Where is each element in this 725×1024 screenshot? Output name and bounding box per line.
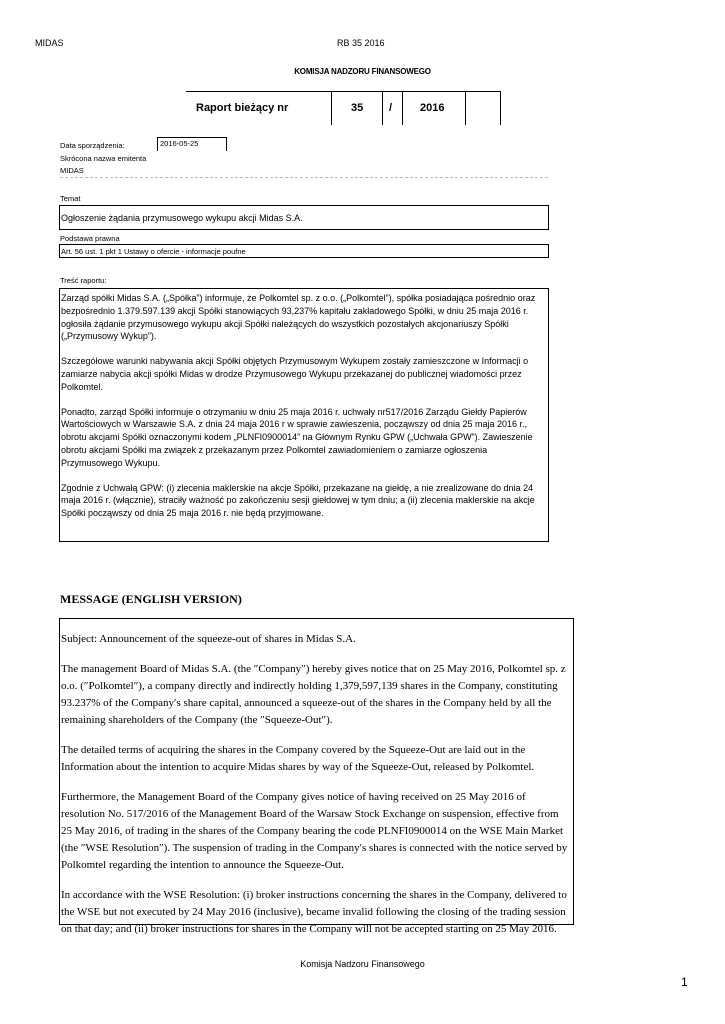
content-paragraph: Zarząd spółki Midas S.A. („Spółka”) informuje, że Polkomtel sp. z o.o. („Polkomtel”), spółka posiadająca pośrednio oraz bezpośrednio 1.379.597.139 akcji Spółki stanowiących 93,237% kapitału zakładowego Spółki, w dniu 25 maja 2016 r. ogłosiła żądanie przymusowego wykupu akcji Spółki należących do wszystkich pozostałych akcjonariuszy Spółki („Przymusowy Wykup”).	[61, 293, 536, 342]
english-paragraph: Furthermore, the Management Board of the Company gives notice of having received on 25 May 2016 of resolution No. 517/2016 of the Management Board of the Warsaw Stock Exchange on suspension, effective from 25 May 2016, of trading in the shares of the Company bearing the code PLNFI0900014 on the WSE Main Market (the ″WSE Resolution″). The suspension of trading in the Company′s shares is connected with the notice served by Polkomtel regarding the intention to announce the Squeeze-Out.	[61, 791, 568, 871]
english-paragraph: The detailed terms of acquiring the shares in the Company covered by the Squeeze-Out are laid out in the Information about the intention to acquire Midas shares by way of the Squeeze-Out, released by Polkomtel.	[61, 744, 535, 773]
report-number: 35	[351, 102, 364, 114]
report-year: 2016	[420, 102, 445, 114]
footer-authority: Komisja Nadzoru Finansowego	[300, 959, 425, 969]
report-title: Raport bieżący nr	[196, 102, 289, 114]
issuer-value: MIDAS	[60, 166, 548, 178]
topic-value: Ogłoszenie żądania przymusowego wykupu akcji Midas S.A.	[59, 205, 549, 230]
report-empty-cell	[464, 91, 501, 125]
header-issuer: MIDAS	[35, 38, 64, 48]
english-title: MESSAGE (ENGLISH VERSION)	[60, 592, 242, 606]
english-paragraph: Subject: Announcement of the squeeze-out of shares in Midas S.A.	[61, 633, 356, 645]
date-value: 2016-05-25	[157, 137, 227, 151]
report-slash: /	[389, 102, 393, 114]
english-paragraph: The management Board of Midas S.A. (the ″Company″) hereby gives notice that on 25 May 2016, Polkomtel sp. z o.o. (″Polkomtel″), a company directly and indirectly holding 1,379,597,139 shares in the Company, constituting 93.237% of the Company′s share capital, announced a squeeze-out of the shares in the Company held by all the remaining shareholders of the Company (the ″Squeeze-Out″).	[61, 663, 566, 726]
english-box	[59, 618, 574, 935]
content-box	[59, 288, 549, 542]
legal-basis-value: Art. 56 ust. 1 pkt 1 Ustawy o ofercie - informacje poufne	[59, 244, 549, 258]
content-paragraph: Szczegółowe warunki nabywania akcji Spółki objętych Przymusowym Wykupem zostały zamieszczone w Informacji o zamiarze nabycia akcji spółki Midas w drodze Przymusowego Wykupu przekazanej do publicznej wiadomości przez Polkomtel.	[61, 356, 529, 392]
page-number: 1	[681, 975, 688, 989]
date-label: Data sporządzenia:	[60, 141, 125, 150]
topic-label: Temat	[60, 194, 81, 203]
legal-basis-label: Podstawa prawna	[60, 234, 120, 243]
authority-title: KOMISJA NADZORU FINANSOWEGO	[294, 67, 431, 76]
issuer-label: Skrócona nazwa emitenta	[60, 154, 147, 163]
content-paragraph: Ponadto, zarząd Spółki informuje o otrzymaniu w dniu 25 maja 2016 r. uchwały nr517/2016 Zarządu Giełdy Papierów Wartościowych w Warszawie S.A. z dnia 24 maja 2016 r w sprawie zawieszenia, począwszy od dnia 25 maja 2016 r., obrotu akcjami Spółki oznaczonymi kodem „PLNFI0900014” na Głównym Rynku GPW („Uchwała GPW”). Zawieszenie obrotu akcjami Spółki ma związek z przekazanym przez Polkomtel zawiadomieniem o zamiarze ogłoszenia Przymusowego Wykupu.	[61, 406, 533, 468]
english-paragraph: In accordance with the WSE Resolution: (i) broker instructions concerning the shares in the Company, delivered to the WSE but not executed by 24 May 2016 (inclusive), became invalid following the closing of the trading session on that day; and (ii) broker instructions for shares in the Company will not be accepted starting on 25 May 2016.	[61, 889, 567, 935]
header-report-code: RB 35 2016	[337, 38, 385, 48]
content-label: Treść raportu:	[60, 276, 107, 285]
content-paragraph: Zgodnie z Uchwałą GPW: (i) zlecenia maklerskie na akcje Spółki, przekazane na giełdę, a nie zrealizowane do dnia 24 maja 2016 r. (włącznie), straciły ważność po zakończeniu sesji giełdowej w tym dniu; a (ii) zlecenia maklerskie na akcje Spółki począwszy od dnia 25 maja 2016 r. nie będą przyjmowane.	[61, 482, 535, 519]
